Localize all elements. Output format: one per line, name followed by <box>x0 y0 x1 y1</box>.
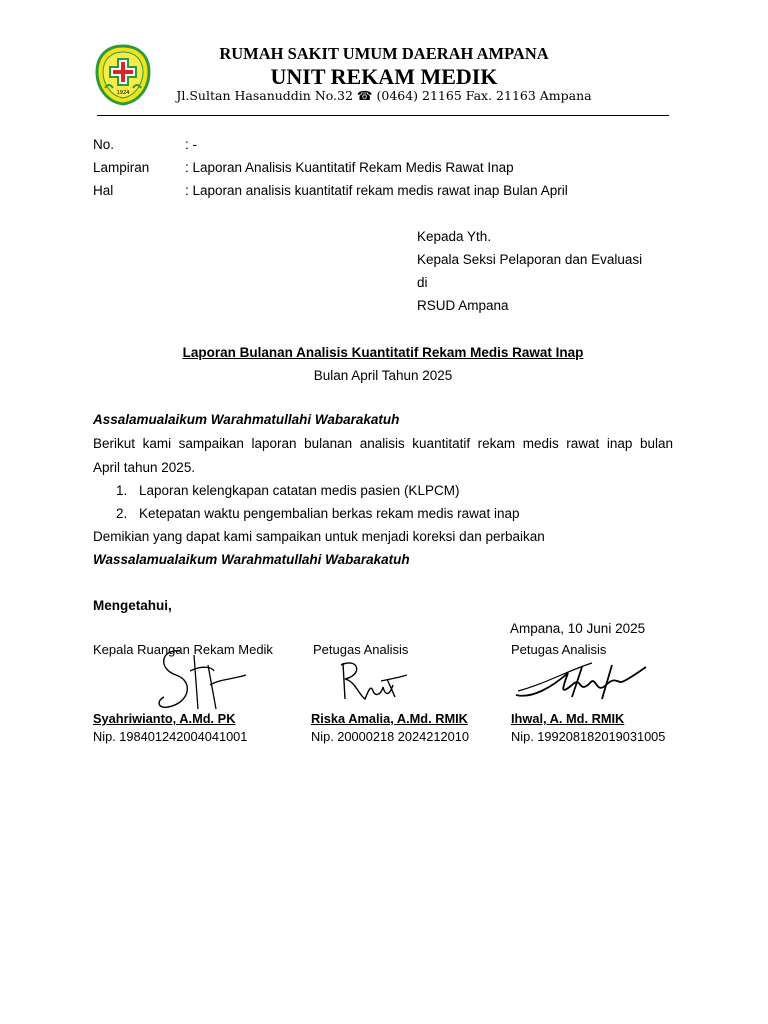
signer-3-title: Petugas Analisis <box>511 642 607 657</box>
signer-1-title: Kepala Ruangan Rekam Medik <box>93 642 273 657</box>
recipient-line-2: Kepala Seksi Pelaporan dan Evaluasi <box>417 252 643 267</box>
lampiran-value: : Laporan Analisis Kuantitatif Rekam Medis Rawat Inap <box>185 160 514 175</box>
body-paragraph-line-1: Berikut kami sampaikan laporan bulanan analisis kuantitatif rekam medis rawat inap bulan <box>93 436 673 451</box>
address-street: Jl.Sultan Hasanuddin No.32 <box>176 88 353 103</box>
telephone-icon: ☎ <box>356 88 373 103</box>
closing-line: Demikian yang dapat kami sampaikan untuk menjadi koreksi dan perbaikan <box>93 529 545 544</box>
letterhead-divider <box>97 115 669 116</box>
no-value: : - <box>185 137 197 152</box>
svg-text:1924: 1924 <box>116 90 130 96</box>
farewell: Wassalamualaikum Warahmatullahi Wabarakatuh <box>93 552 410 567</box>
unit-name: UNIT REKAM MEDIK <box>270 64 498 89</box>
list-item-number: 2. <box>116 506 128 521</box>
signer-2-name: Riska Amalia, A.Md. RMIK <box>311 711 468 726</box>
address-line <box>150 88 618 103</box>
hospital-name: RUMAH SAKIT UMUM DAERAH AMPANA <box>219 44 549 63</box>
signer-2-title: Petugas Analisis <box>313 642 409 657</box>
list-item: Laporan kelengkapan catatan medis pasien (KLPCM) <box>139 483 460 498</box>
greeting: Assalamualaikum Warahmatullahi Wabarakatuh <box>93 412 400 427</box>
address-contact: (0464) 21165 Fax. 21163 Ampana <box>376 88 592 103</box>
signer-1-nip: Nip. 198401242004041001 <box>93 729 248 744</box>
report-subtitle: Bulan April Tahun 2025 <box>313 368 453 383</box>
list-item: Ketepatan waktu pengembalian berkas rekam medis rawat inap <box>139 506 520 521</box>
signer-3-nip: Nip. 199208182019031005 <box>511 729 666 744</box>
no-label: No. <box>93 137 115 152</box>
hal-label: Hal <box>93 183 114 198</box>
recipient-line-4: RSUD Ampana <box>417 298 509 313</box>
signer-2-signature <box>335 655 410 705</box>
recipient-line-3: di <box>417 275 428 290</box>
signer-2-nip: Nip. 20000218 2024212010 <box>311 729 469 744</box>
acknowledged-label: Mengetahui, <box>93 598 172 613</box>
list-item-number: 1. <box>116 483 128 498</box>
hal-value: : Laporan analisis kuantitatif rekam medis rawat inap Bulan April <box>185 183 568 198</box>
signer-3-signature <box>512 655 652 705</box>
place-date: Ampana, 10 Juni 2025 <box>510 621 646 636</box>
hospital-logo <box>95 44 151 106</box>
signer-3-name: Ihwal, A. Md. RMIK <box>511 711 625 726</box>
signer-1-name: Syahriwianto, A.Md. PK <box>93 711 236 726</box>
signer-1-signature <box>150 645 250 715</box>
recipient-line-1: Kepada Yth. <box>417 229 492 244</box>
report-title: Laporan Bulanan Analisis Kuantitatif Rekam Medis Rawat Inap <box>182 345 584 360</box>
lampiran-label: Lampiran <box>93 160 150 175</box>
body-paragraph-line-2: April tahun 2025. <box>93 460 196 475</box>
